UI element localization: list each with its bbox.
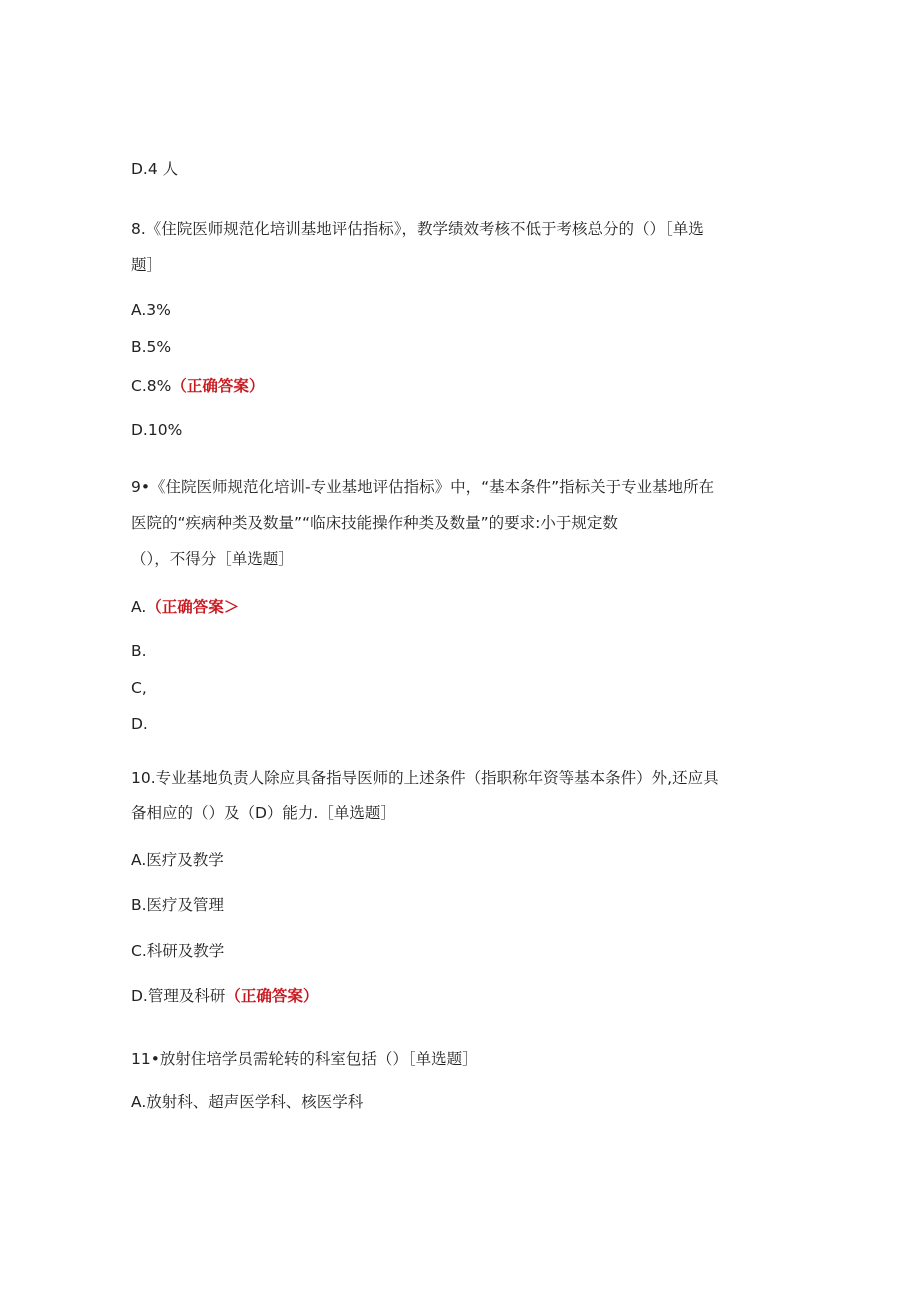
q9-option-b: B. bbox=[131, 642, 147, 660]
q10-option-d-text: D.管理及科研 bbox=[131, 987, 226, 1005]
correct-answer-mark: （正确答案＞ bbox=[146, 598, 240, 616]
q11-question-line-1: 11•放射住培学员需轮转的科室包括（）［单选题］ bbox=[131, 1050, 478, 1068]
q9-option-a bbox=[131, 596, 239, 618]
q10-option-b: B.医疗及管理 bbox=[131, 896, 225, 914]
q10-option-a: A.医疗及教学 bbox=[131, 851, 224, 869]
q9-option-a-text: A. bbox=[131, 598, 147, 616]
q9-question-line-2: 医院的“疾病种类及数量”“临床技能操作种类及数量”的要求:小于规定数 bbox=[131, 514, 618, 532]
q8-option-c bbox=[131, 375, 264, 397]
q9-question-line-3: （），不得分［单选题］ bbox=[131, 550, 294, 568]
q9-option-c: C, bbox=[131, 679, 147, 697]
q8-question-line-1: 8.《住院医师规范化培训基地评估指标》，教学绩效考核不低于考核总分的（）［单选 bbox=[131, 220, 704, 238]
q8-option-b: B.5% bbox=[131, 338, 172, 356]
q9-option-d: D. bbox=[131, 715, 148, 733]
q11-option-a: A.放射科、超声医学科、核医学科 bbox=[131, 1093, 364, 1111]
correct-answer-mark: （正确答案） bbox=[171, 377, 265, 395]
q7-option-d: D.4 人 bbox=[131, 160, 179, 178]
q8-option-a: A.3% bbox=[131, 301, 171, 319]
q8-option-d: D.10% bbox=[131, 421, 183, 439]
q10-question-line-1: 10.专业基地负责人除应具备指导医师的上述条件（指职称年资等基本条件）外,还应具 bbox=[131, 769, 719, 787]
correct-answer-mark: （正确答案） bbox=[225, 987, 319, 1005]
q10-question-line-2: 备相应的（）及（D）能力.［单选题］ bbox=[131, 804, 396, 822]
q8-question-line-2: 题］ bbox=[131, 256, 163, 274]
q10-option-c: C.科研及教学 bbox=[131, 942, 225, 960]
q8-option-c-text: C.8% bbox=[131, 377, 172, 395]
q9-question-line-1: 9•《住院医师规范化培训-专业基地评估指标》中，“基本条件”指标关于专业基地所在 bbox=[131, 478, 715, 496]
q10-option-d bbox=[131, 985, 318, 1007]
